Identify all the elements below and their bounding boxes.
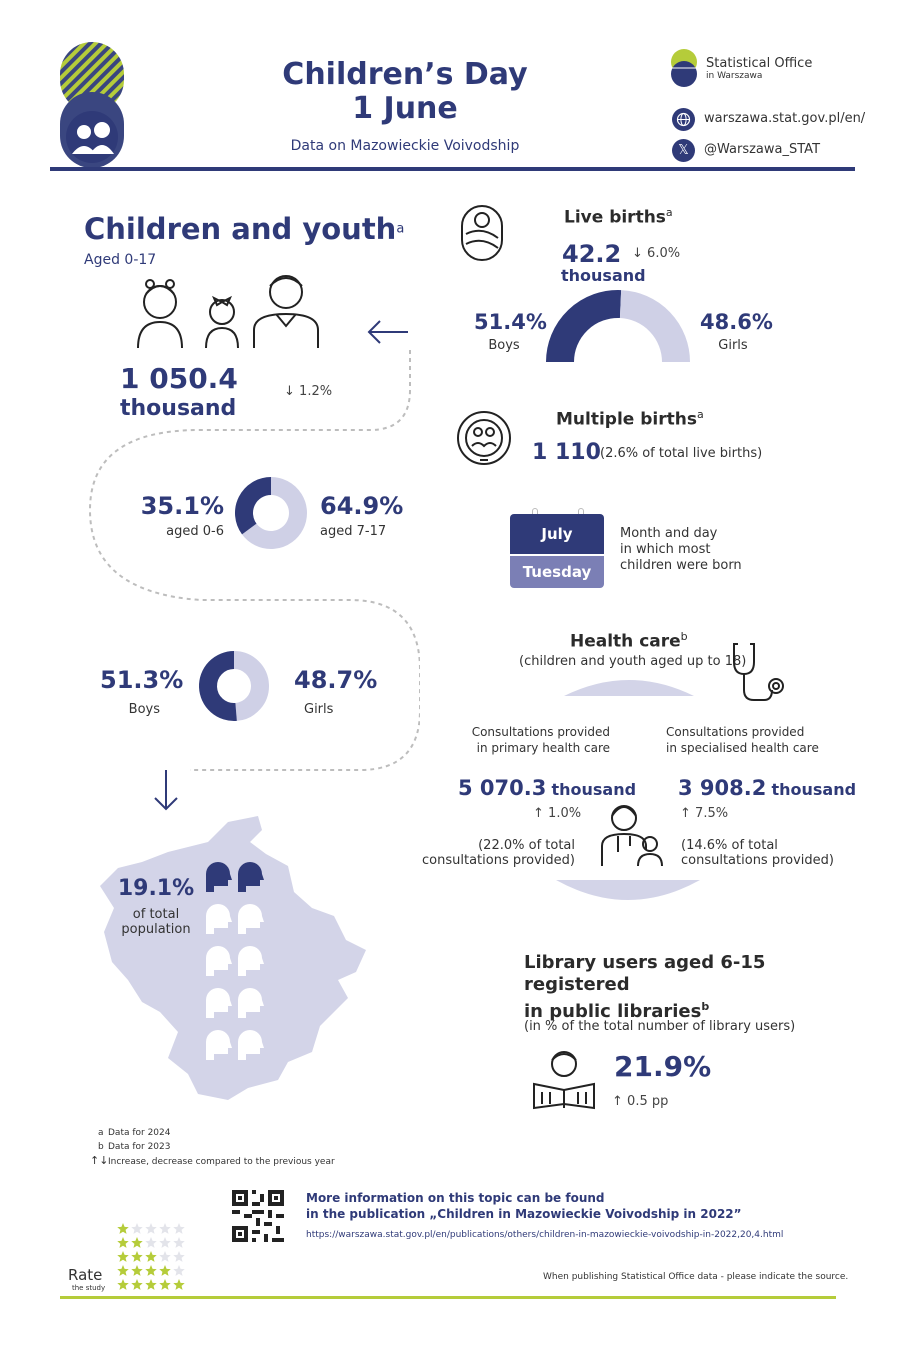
footer-divider xyxy=(60,1296,836,1299)
live-births-title: Live births xyxy=(564,207,666,228)
special-label-line2: in specialised health care xyxy=(666,741,819,755)
rating-star-icon xyxy=(173,1237,184,1248)
special-unit: thousand xyxy=(771,780,857,799)
rating-star-icon xyxy=(159,1237,170,1248)
sex-right-label: Girls xyxy=(304,702,334,717)
footnote-b: Data for 2023 xyxy=(108,1142,171,1152)
births-girls-label: Girls xyxy=(718,338,748,353)
calendar-card xyxy=(510,514,604,588)
rating-star-icon xyxy=(173,1251,184,1262)
footnote-a: Data for 2024 xyxy=(108,1128,171,1138)
population-pct: 19.1% xyxy=(117,876,195,901)
children-change: 1.2% xyxy=(299,384,333,399)
library-subtitle: (in % of the total number of library users) xyxy=(524,1019,796,1034)
rating-star-icon xyxy=(145,1279,156,1290)
source-note: When publishing Statistical Office data - please indicate the source. xyxy=(543,1272,849,1282)
primary-unit: thousand xyxy=(551,780,637,799)
rating-star-icon xyxy=(117,1223,128,1234)
children-unit: thousand xyxy=(120,396,237,421)
qr-code[interactable] xyxy=(232,1190,284,1242)
globe-icon xyxy=(672,108,695,131)
library-title-sup: b xyxy=(701,1000,710,1013)
health-bottom-arc xyxy=(556,880,700,904)
donut-slice-boys xyxy=(208,660,236,712)
sex-donut xyxy=(198,650,270,722)
website-text: warszawa.stat.gov.pl/en/ xyxy=(704,111,866,126)
live-births-half-donut xyxy=(544,288,692,364)
page-title-line1: Children’s Day xyxy=(282,57,528,92)
header-divider xyxy=(50,167,855,171)
primary-note-line1: (22.0% of total xyxy=(478,838,575,853)
header-badge xyxy=(60,42,124,168)
sex-right-pct: 48.7% xyxy=(294,666,378,694)
twitter-link[interactable] xyxy=(672,139,872,163)
office-name-line2: in Warszawa xyxy=(706,71,763,81)
rating-star-icon xyxy=(131,1265,142,1276)
special-value: 3 908.2 xyxy=(678,776,767,800)
rating-star-icon xyxy=(159,1223,170,1234)
footnote-arrows: Increase, decrease compared to the previous year xyxy=(108,1157,335,1167)
doctor-child-icon xyxy=(598,798,666,868)
rating-star-icon xyxy=(173,1279,184,1290)
stethoscope-icon xyxy=(724,640,790,706)
calendar-caption-line3: children were born xyxy=(620,558,742,573)
primary-label-line2: in primary health care xyxy=(476,741,610,755)
multiple-births-note: (2.6% of total live births) xyxy=(600,446,763,461)
rate-label[interactable]: Rate xyxy=(68,1266,103,1284)
rating-star-icon xyxy=(131,1237,142,1248)
special-change: 7.5% xyxy=(695,806,729,821)
twins-icon xyxy=(456,410,512,466)
rate-stars-icon[interactable] xyxy=(116,1222,188,1294)
children-title-sup: a xyxy=(396,221,405,237)
births-girls-pct: 48.6% xyxy=(700,310,773,334)
more-info-line2: in the publication „Children in Mazowieckie Voivodship in 2022” xyxy=(306,1207,742,1221)
library-change: 0.5 pp xyxy=(627,1094,669,1109)
sex-left-pct: 51.3% xyxy=(100,666,184,694)
decrease-arrow-icon: ↓ xyxy=(284,384,295,399)
calendar-caption-line2: in which most xyxy=(620,542,711,557)
calendar-day: Tuesday xyxy=(510,556,604,588)
calendar-month: July xyxy=(510,514,604,554)
publication-link[interactable]: https://warszawa.stat.gov.pl/en/publications/others/children-in-mazowieckie-voivodship-in-2022,20,4.html xyxy=(306,1230,784,1240)
rating-star-icon xyxy=(117,1237,128,1248)
rating-star-icon xyxy=(131,1279,142,1290)
rating-star-icon xyxy=(117,1251,128,1262)
health-care-sup: b xyxy=(680,630,688,643)
mazowieckie-map xyxy=(98,812,370,1102)
office-logo xyxy=(668,48,700,88)
primary-label-line1: Consultations provided xyxy=(471,725,610,739)
sex-left-label: Boys xyxy=(128,702,160,717)
rating-star-icon xyxy=(131,1251,142,1262)
rating-star-icon xyxy=(117,1279,128,1290)
health-care-title: Health care xyxy=(570,631,681,652)
rating-star-icon xyxy=(145,1223,156,1234)
rating-star-icon xyxy=(145,1237,156,1248)
newborn-icon xyxy=(460,204,504,262)
children-value: 1 050.4 xyxy=(120,362,238,395)
donut-slice-girls xyxy=(234,660,260,712)
rating-star-icon xyxy=(173,1265,184,1276)
rating-star-icon xyxy=(145,1251,156,1262)
health-care-subtitle: (children and youth aged up to 18) xyxy=(519,654,747,669)
office-name-line1: Statistical Office xyxy=(706,56,813,71)
age-right-label: aged 7-17 xyxy=(320,524,387,539)
age-left-pct: 35.1% xyxy=(140,492,224,520)
births-boys-pct: 51.4% xyxy=(474,310,547,334)
multiple-births-value: 1 110 xyxy=(532,440,601,465)
arrow-left-icon xyxy=(366,318,410,346)
library-title-line1: Library users aged 6-15 xyxy=(524,952,766,973)
age-right-pct: 64.9% xyxy=(320,492,404,520)
website-link[interactable] xyxy=(672,108,872,132)
primary-change: 1.0% xyxy=(548,806,582,821)
health-top-arc xyxy=(564,676,694,696)
live-births-sup: a xyxy=(665,206,673,219)
calendar-caption-line1: Month and day xyxy=(620,526,718,541)
library-value: 21.9% xyxy=(614,1050,712,1083)
children-subtitle: Aged 0-17 xyxy=(84,252,157,268)
donut-slice-aged-0-6 xyxy=(244,486,271,529)
arrow-down-icon xyxy=(152,770,180,812)
rating-star-icon xyxy=(159,1251,170,1262)
population-label-line1: of total xyxy=(132,907,180,922)
rating-star-icon xyxy=(159,1279,170,1290)
up-down-arrows-icon: ↑↓ xyxy=(90,1154,109,1167)
primary-note-line2: consultations provided) xyxy=(422,853,575,868)
primary-value: 5 070.3 xyxy=(458,776,547,800)
live-births-change: 6.0% xyxy=(647,246,681,261)
live-births-unit: thousand xyxy=(561,266,646,285)
age-left-label: aged 0-6 xyxy=(166,524,224,539)
page-subtitle: Data on Mazowieckie Voivodship xyxy=(290,138,520,154)
rating-star-icon xyxy=(131,1223,142,1234)
rate-sublabel: the study xyxy=(72,1284,106,1292)
twitter-text: @Warszawa_STAT xyxy=(704,142,821,157)
x-logo-icon: 𝕏 xyxy=(672,139,695,162)
footnote-a-marker: a xyxy=(98,1128,104,1138)
page-title-line2: 1 June xyxy=(352,91,458,126)
population-label-line2: population xyxy=(121,922,191,937)
reading-child-icon xyxy=(530,1046,598,1110)
increase-arrow-icon: ↑ xyxy=(680,806,691,821)
births-boys-label: Boys xyxy=(488,338,520,353)
half-donut-boys xyxy=(560,304,621,362)
library-title-line2: registered xyxy=(524,974,630,995)
rating-star-icon xyxy=(173,1223,184,1234)
more-info-line1: More information on this topic can be found xyxy=(306,1191,605,1205)
increase-arrow-icon: ↑ xyxy=(612,1094,623,1109)
special-note-line2: consultations provided) xyxy=(681,853,834,868)
multiple-births-title: Multiple births xyxy=(556,409,697,430)
half-donut-girls xyxy=(621,304,676,362)
children-title: Children and youth xyxy=(84,212,397,246)
special-label-line1: Consultations provided xyxy=(666,725,805,739)
rating-star-icon xyxy=(145,1265,156,1276)
decrease-arrow-icon: ↓ xyxy=(632,246,643,261)
footnote-b-marker: b xyxy=(98,1142,104,1152)
multiple-births-sup: a xyxy=(696,408,704,421)
increase-arrow-icon: ↑ xyxy=(533,806,544,821)
library-title-line3: in public libraries xyxy=(524,1001,702,1022)
special-note-line1: (14.6% of total xyxy=(681,838,778,853)
rating-star-icon xyxy=(159,1265,170,1276)
rating-star-icon xyxy=(117,1265,128,1276)
age-donut xyxy=(234,476,308,550)
live-births-value: 42.2 xyxy=(562,240,622,268)
